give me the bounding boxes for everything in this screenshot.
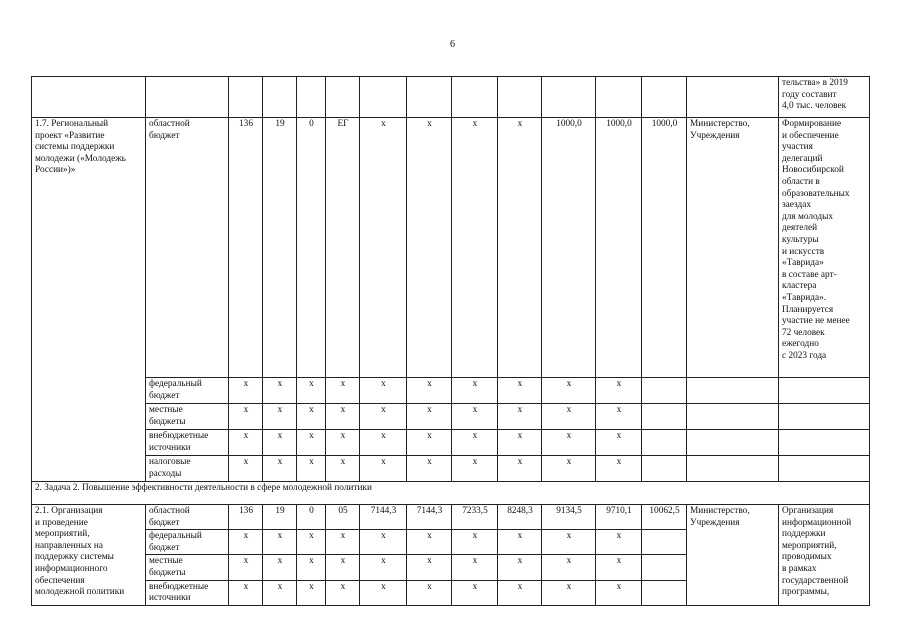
funding-source-cell: федеральный бюджет (146, 530, 229, 555)
value-cell: x (596, 456, 642, 482)
value-cell: x (297, 456, 326, 482)
empty-cell (596, 77, 642, 118)
value-cell (642, 404, 687, 430)
value-cell: x (542, 456, 596, 482)
value-cell: x (407, 378, 452, 404)
value-cell: x (542, 378, 596, 404)
value-cell: x (263, 456, 297, 482)
value-cell: x (326, 430, 360, 456)
value-cell: 8248,3 (498, 505, 542, 530)
value-cell: x (360, 456, 407, 482)
value-cell: x (452, 530, 498, 555)
value-cell: x (542, 530, 596, 555)
empty-cell (407, 77, 452, 118)
value-cell: x (229, 555, 263, 580)
empty-cell (779, 430, 870, 456)
funding-source-cell: местные бюджеты (146, 555, 229, 580)
value-cell: x (229, 530, 263, 555)
value-cell: 7144,3 (407, 505, 452, 530)
value-cell: x (542, 404, 596, 430)
value-cell: x (498, 404, 542, 430)
empty-cell (779, 456, 870, 482)
program-table (31, 76, 870, 606)
value-cell: x (297, 404, 326, 430)
table-row (32, 456, 870, 482)
value-cell: x (452, 555, 498, 580)
value-cell: 9710,1 (596, 505, 642, 530)
value-cell: x (360, 530, 407, 555)
empty-cell (263, 77, 297, 118)
empty-cell (779, 404, 870, 430)
value-cell: x (297, 530, 326, 555)
value-cell: x (326, 555, 360, 580)
value-cell (642, 530, 687, 555)
value-cell: x (596, 530, 642, 555)
value-cell: x (326, 456, 360, 482)
empty-cell (32, 77, 146, 118)
task-title: 2. Задача 2. Повышение эффективности деятельности в сфере молодежной политики (32, 482, 870, 505)
value-cell: ЕГ (326, 118, 360, 378)
value-cell: x (326, 580, 360, 605)
page-number: 6 (450, 39, 455, 50)
value-cell: x (596, 430, 642, 456)
value-cell: x (542, 580, 596, 605)
empty-cell (687, 456, 779, 482)
measure-name-cell: 1.7. Региональный проект «Развитие системы поддержки молодежи («Молодежь России»)» (32, 118, 146, 482)
empty-cell (360, 77, 407, 118)
value-cell: 1000,0 (642, 118, 687, 378)
value-cell: x (360, 580, 407, 605)
value-cell: 10062,5 (642, 505, 687, 530)
value-cell: x (596, 378, 642, 404)
empty-cell (642, 77, 687, 118)
value-cell: x (498, 530, 542, 555)
value-cell: x (407, 456, 452, 482)
value-cell: 05 (326, 505, 360, 530)
value-cell (642, 378, 687, 404)
value-cell: 136 (229, 118, 263, 378)
value-cell: x (326, 378, 360, 404)
value-cell: x (452, 378, 498, 404)
executor-cell: Министерство, Учреждения (687, 118, 779, 378)
funding-source-cell: федеральный бюджет (146, 378, 229, 404)
result-cell: Формирование и обеспечение участия делегаций Новосибирской области в образовательных заездах для молодых деятелей культуры и искусств «Таврида» в составе арт- кластера «Таврида». Планируется участие не менее 72 человек ежегодно с 2023 года (779, 118, 870, 378)
measure-name-cell: 2.1. Организация и проведение мероприятий, направленных на поддержку системы информационного обеспечения молодежной политики (32, 505, 146, 606)
value-cell: 9134,5 (542, 505, 596, 530)
value-cell: x (297, 555, 326, 580)
empty-cell (687, 430, 779, 456)
empty-cell (687, 378, 779, 404)
value-cell: x (407, 430, 452, 456)
value-cell: 19 (263, 505, 297, 530)
value-cell: x (297, 430, 326, 456)
value-cell: x (498, 430, 542, 456)
result-cell: тельства» в 2019 году составит 4,0 тыс. человек (779, 77, 870, 118)
value-cell: x (360, 404, 407, 430)
value-cell: 0 (297, 118, 326, 378)
value-cell: x (297, 378, 326, 404)
value-cell: x (498, 456, 542, 482)
table-row (32, 118, 870, 378)
value-cell: x (452, 118, 498, 378)
value-cell: 19 (263, 118, 297, 378)
value-cell: x (407, 118, 452, 378)
table-row (32, 505, 870, 530)
value-cell: x (498, 580, 542, 605)
value-cell: x (360, 430, 407, 456)
empty-cell (146, 77, 229, 118)
executor-cell: Министерство, Учреждения (687, 505, 779, 606)
value-cell: x (263, 378, 297, 404)
value-cell: x (229, 430, 263, 456)
value-cell: x (297, 580, 326, 605)
value-cell: 136 (229, 505, 263, 530)
value-cell: x (229, 456, 263, 482)
value-cell (642, 580, 687, 605)
funding-source-cell: местные бюджеты (146, 404, 229, 430)
value-cell: x (407, 404, 452, 430)
value-cell: x (360, 555, 407, 580)
value-cell: x (498, 555, 542, 580)
value-cell (642, 430, 687, 456)
value-cell: x (229, 404, 263, 430)
funding-source-cell: областной бюджет (146, 505, 229, 530)
value-cell: x (596, 580, 642, 605)
value-cell: x (596, 404, 642, 430)
value-cell: x (229, 580, 263, 605)
value-cell: x (498, 118, 542, 378)
value-cell: x (263, 555, 297, 580)
value-cell: x (263, 404, 297, 430)
task-row (32, 482, 870, 505)
value-cell: 0 (297, 505, 326, 530)
value-cell: x (407, 555, 452, 580)
value-cell: 7233,5 (452, 505, 498, 530)
value-cell: x (263, 530, 297, 555)
value-cell: 1000,0 (542, 118, 596, 378)
value-cell: 1000,0 (596, 118, 642, 378)
value-cell: x (452, 430, 498, 456)
value-cell: x (326, 530, 360, 555)
empty-cell (326, 77, 360, 118)
value-cell: x (407, 580, 452, 605)
value-cell (642, 555, 687, 580)
value-cell (642, 456, 687, 482)
empty-cell (542, 77, 596, 118)
empty-cell (779, 378, 870, 404)
value-cell: x (263, 430, 297, 456)
value-cell: x (326, 404, 360, 430)
value-cell: x (407, 530, 452, 555)
value-cell: x (542, 555, 596, 580)
funding-source-cell: налоговые расходы (146, 456, 229, 482)
table-row-continuation (32, 77, 870, 118)
value-cell: x (596, 555, 642, 580)
value-cell: x (542, 430, 596, 456)
empty-cell (687, 77, 779, 118)
value-cell: x (452, 580, 498, 605)
result-cell: Организация информационной поддержки мероприятий, проводимых в рамках государственной программы, (779, 505, 870, 606)
empty-cell (452, 77, 498, 118)
value-cell: 7144,3 (360, 505, 407, 530)
value-cell: x (498, 378, 542, 404)
funding-source-cell: внебюджетные источники (146, 430, 229, 456)
empty-cell (297, 77, 326, 118)
empty-cell (498, 77, 542, 118)
table-row (32, 430, 870, 456)
table-row (32, 378, 870, 404)
value-cell: x (229, 378, 263, 404)
empty-cell (687, 404, 779, 430)
value-cell: x (452, 456, 498, 482)
table-row (32, 404, 870, 430)
value-cell: x (360, 378, 407, 404)
value-cell: x (452, 404, 498, 430)
empty-cell (229, 77, 263, 118)
value-cell: x (360, 118, 407, 378)
funding-source-cell: областной бюджет (146, 118, 229, 378)
value-cell: x (263, 580, 297, 605)
funding-source-cell: внебюджетные источники (146, 580, 229, 605)
